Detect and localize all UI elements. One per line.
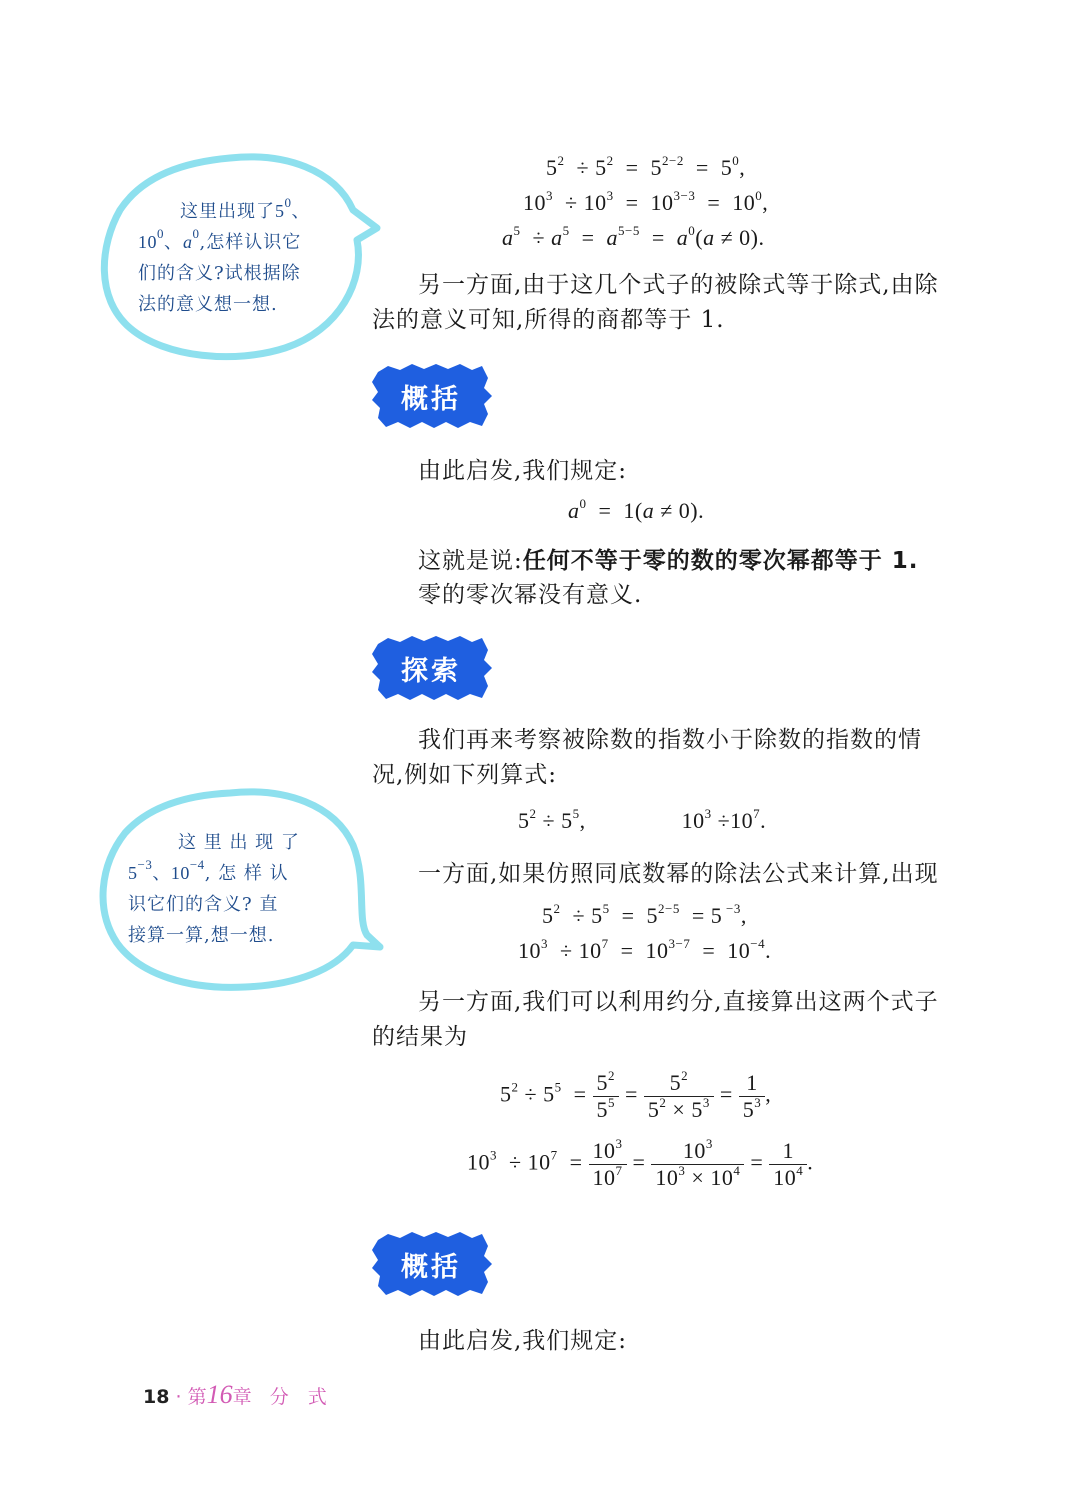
rule-intro-2: 由此启发,我们规定: [418,1328,628,1354]
paragraph-1: 另一方面,由于这几个式子的被除式等于除式,由除法的意义可知,所得的商都等于 1. [372,272,939,333]
chapter-label: 第16章 [187,1380,252,1409]
formula-row-5: $10^3 \div 10^7 = 10^{3-7} = 10^{-4}$. [518,936,772,963]
fraction-formula-2: $10^3 \div 10^7$ = $\frac{10^3}{10^7}$ = $\frac{10^3}{10^3 \times 10^4}$ = $\frac{1}{10^4}$ . [467,1136,814,1190]
formula-row-3: $a^5 \div a^5 = a^{5-5} = a^0(a \ne 0)$. [502,223,765,250]
explore-badge: 探索 [370,636,492,700]
page-number: 18 [143,1386,170,1408]
paragraph-3: 另一方面,我们可以利用约分,直接算出这两个式子的结果为 [372,989,939,1050]
paragraph-one-side: 一方面,如果仿照同底数幂的除法公式来计算,出现 [418,861,939,887]
fraction-formula-1: $5^2 \div 5^5$ = $\frac{5^2}{5^5}$ = $\frac{5^2}{5^2 \times 5^3}$ = $\frac{1}{5^3}$ , [500,1068,772,1122]
rule-intro-1: 由此启发,我们规定: [418,458,628,484]
formula-row-4: $5^2 \div 5^5 = 5^{2-5} = 5$ $^{-3}$, [542,901,747,928]
page-footer: 18 · 第16章 分 式 [143,1380,327,1409]
formula-examples: $5^2 \div 5^5$, $10^3 \div 10^7$. [518,806,767,833]
bubble-1-text: 这里出现了$5^0$、 $10^0$、$a^0$,怎样认识它 们的含义?试根据除 法的意义想一想. [138,195,311,315]
bubble-2-text: 这 里 出 现 了 $5^{-3}$、$10^{-4}$, 怎 样 认 识它们的含义? 直 接算一算,想一想. [128,832,300,946]
summary-badge-1: 概括 [370,364,492,428]
summary-badge-2: 概括 [370,1232,492,1296]
paragraph-2: 我们再来考察被除数的指数小于除数的指数的情况,例如下列算式: [372,727,922,788]
meaning-statement: 这就是说:任何不等于零的数的零次幂都等于 1. [418,548,919,574]
zero-exponent-rule: $a^0 = 1(a \ne 0)$. [568,496,705,523]
formula-row-1: $5^2 \div 5^2 = 5^{2-2} = 5^0$, [546,153,746,180]
chapter-title: 分 式 [269,1386,327,1408]
formula-row-2: $10^3 \div 10^3 = 10^{3-3} = 10^0$, [523,188,769,215]
zero-power-note: 零的零次幂没有意义. [418,582,643,608]
